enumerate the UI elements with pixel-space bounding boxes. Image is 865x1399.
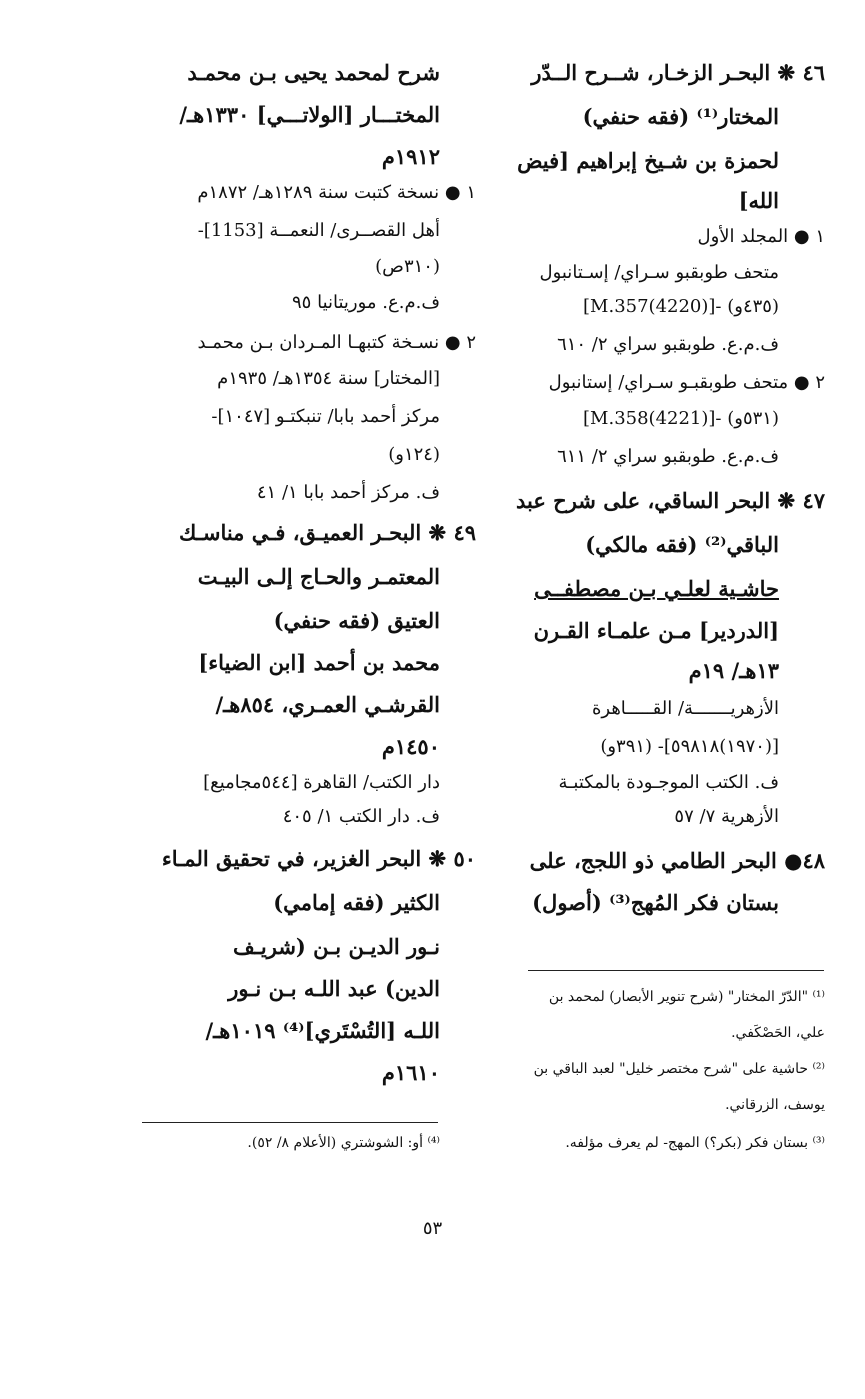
entry-47-library: الأزهريـــــــة/ القـــــاهرة	[591, 698, 779, 719]
entry-48-title-cont: بستان فكر المُهج⁽³⁾ (أصول)	[532, 890, 779, 915]
entry-49-author-cont: القرشـي العمـري، ٨٥٤هـ/	[215, 692, 440, 717]
entry-48-author: شرح لمحمد يحيى بـن محمـد	[187, 60, 440, 85]
entry-48-copy-1-library: أهل القصــرى/ النعمــة [1153]-	[197, 220, 440, 241]
entry-47-catalog: ف. الكتب الموجـودة بالمكتبـة	[558, 772, 779, 793]
entry-47-author: حاشـية لعلـي بـن مصطفــى	[534, 576, 779, 601]
entry-48-copy-2-library: مركز أحمد بابا/ تنبكتـو [١٠٤٧]-	[211, 406, 440, 427]
page-number: ٥٣	[422, 1218, 443, 1239]
entry-49-title: ٤٩ ❋ البحـر العميـق، فـي مناسـك	[179, 520, 476, 545]
entry-50-title: ٥٠ ❋ البحر الغزير، في تحقيق المـاء	[161, 846, 476, 871]
entry-48-copy-2-leaves: (١٢٤و)	[388, 444, 440, 465]
entry-46-copy-2-shelfmark: [M.358(4221)]- (٥٣١و)	[583, 408, 779, 429]
entry-49-author: محمد بن أحمد [ابن الضياء]	[198, 650, 440, 675]
footnote-2-cont: يوسف، الزرقاني.	[725, 1097, 825, 1113]
footnote-4: ⁽⁴⁾ أو: الشوشتري (الأعلام ٨/ ٥٢).	[247, 1135, 440, 1151]
entry-49-date: ١٤٥٠م	[381, 734, 440, 759]
entry-46-copy-1-library: متحف طوبقبو سـراي/ إسـتانبول	[539, 262, 779, 283]
entry-49-library: دار الكتب/ القاهرة [٥٤٤مجاميع]	[203, 772, 440, 793]
entry-46-copy-1: ١ ● المجلد الأول	[697, 226, 825, 247]
entry-48-date: ١٩١٢م	[381, 144, 440, 169]
footnote-rule-right	[528, 970, 824, 971]
entry-46-copy-2: ٢ ● متحف طوبقبـو سـراي/ إستانبول	[548, 372, 825, 393]
entry-48-copy-1-leaves: (٣١٠ص)	[375, 256, 440, 277]
entry-48-title: ٤٨● البحر الطامي ذو اللجج، على	[529, 848, 825, 873]
entry-49-catalog: ف. دار الكتب ١/ ٤٠٥	[282, 806, 440, 827]
entry-46-title: ٤٦ ❋ البحـر الزخـار، شــرح الــدّر	[531, 60, 825, 85]
entry-46-author: لحمزة بن شـيخ إبراهيم [فيض	[517, 148, 779, 173]
entry-48-copy-2: ٢ ● نسـخة كتبهـا المـردان بـن محمـد	[197, 332, 476, 353]
entry-47-date: ١٣هـ/ ١٩م	[688, 658, 779, 683]
entry-47-author-cont: [الدردير] مـن علمـاء القـرن	[533, 618, 779, 643]
entry-47-catalog-cont: الأزهرية ٧/ ٥٧	[674, 806, 779, 827]
entry-48-copy-2-catalog: ف. مركز أحمد بابا ١/ ٤١	[256, 482, 440, 503]
entry-50-author: نـور الديـن بـن (شريـف	[233, 934, 440, 959]
entry-46-copy-1-catalog: ف.م.ع. طوبقبو سراي ٢/ ٦١٠	[557, 334, 779, 355]
footnote-3: ⁽³⁾ بستان فكر (بكر؟) المهج- لم يعرف مؤلفه.	[565, 1135, 825, 1151]
entry-48-copy-2-date: [المختار] سنة ١٣٥٤هـ/ ١٩٣٥م	[217, 368, 440, 389]
entry-46-title-cont: المختار⁽¹⁾ (فقه حنفي)	[582, 104, 779, 129]
entry-46-author-cont: الله]	[738, 188, 779, 213]
entry-49-title-cont: المعتمـر والحـاج إلـى البيـت	[197, 564, 440, 589]
entry-46-copy-2-catalog: ف.م.ع. طوبقبو سراي ٢/ ٦١١	[557, 446, 779, 467]
entry-47-title: ٤٧ ❋ البحر الساقي، على شرح عبد	[515, 488, 825, 513]
entry-50-author-cont2: اللـه [التُسْتَري]⁽⁴⁾ ١٠١٩هـ/	[205, 1018, 440, 1043]
footnote-2: ⁽²⁾ حاشية على "شرح مختصر خليل" لعبد الباقي بن	[533, 1061, 825, 1077]
footnote-1-cont: علي، الحَصْكَفي.	[731, 1025, 825, 1041]
entry-50-author-cont: الدين) عبد اللـه بـن نـور	[228, 976, 440, 1001]
entry-49-title-cont2: العتيق (فقه حنفي)	[273, 608, 440, 633]
entry-50-title-cont: الكثير (فقه إمامي)	[273, 890, 440, 915]
entry-50-date: ١٦١٠م	[381, 1060, 440, 1085]
entry-47-title-cont: الباقي⁽²⁾ (فقه مالكي)	[585, 532, 779, 557]
entry-47-shelfmark: [(١٩٧٠)٥٩٨١٨]- (٣٩١و)	[600, 736, 779, 757]
entry-48-copy-1: ١ ● نسخة كتبت سنة ١٢٨٩هـ/ ١٨٧٢م	[197, 182, 476, 203]
footnote-1: ⁽¹⁾ "الدّرّ المختار" (شرح تنوير الأبصار) لمحمد بن	[548, 989, 825, 1005]
footnote-rule-left	[142, 1122, 438, 1123]
entry-46-copy-1-shelfmark: [M.357(4220)]- (٤٣٥و)	[583, 296, 779, 317]
entry-48-copy-1-catalog: ف.م.ع. موريتانيا ٩٥	[292, 292, 440, 313]
entry-48-author-cont: المختـــار [الولاتـــي] ١٣٣٠هـ/	[179, 102, 440, 127]
